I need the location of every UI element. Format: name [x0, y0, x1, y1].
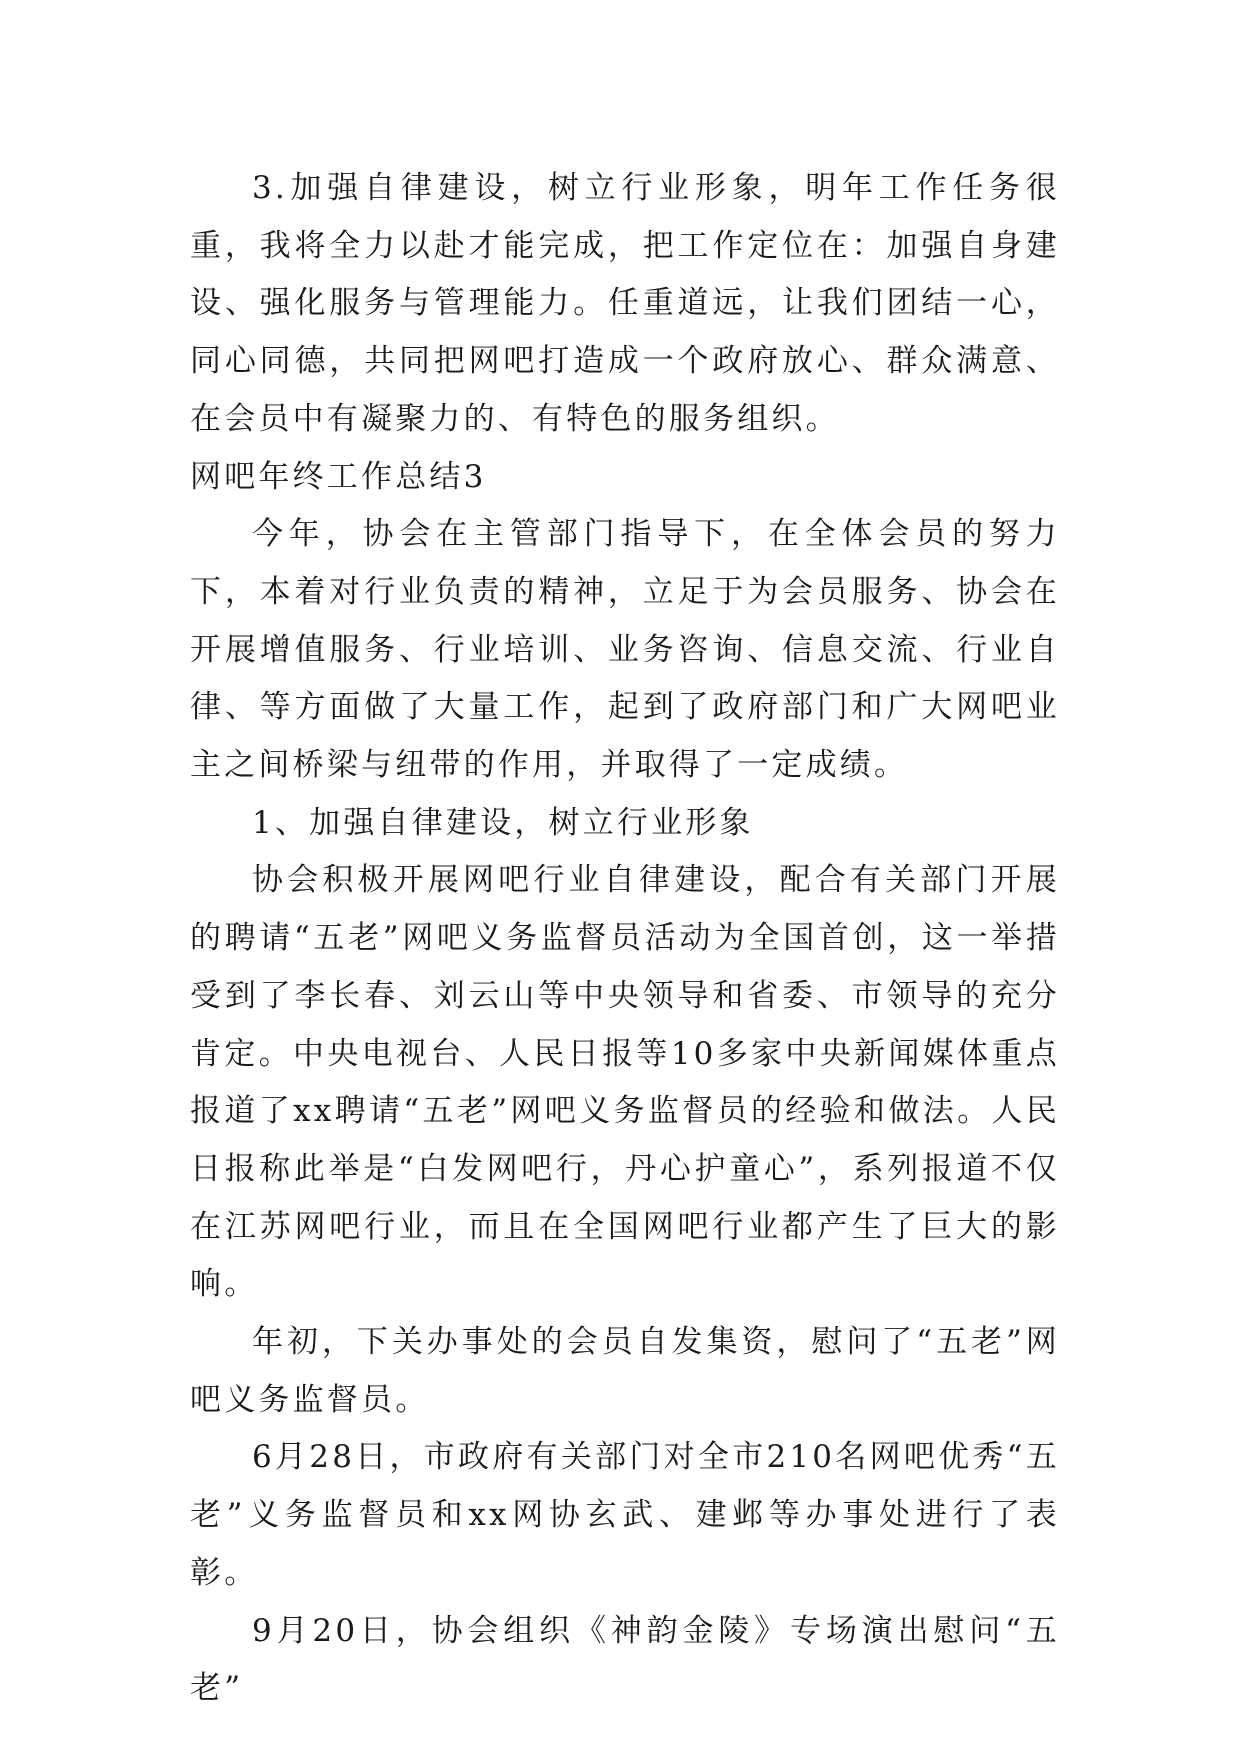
paragraph-june-commendation: 6月28日，市政府有关部门对全市210名网吧优秀“五老”义务监督员和xx网协玄武、建邺等办事处进行了表彰。	[190, 1439, 1060, 1591]
subheading-self-discipline: 1、加强自律建设，树立行业形象	[252, 804, 754, 841]
paragraph-five-elders-supervisors: 协会积极开展网吧行业自律建设，配合有关部门开展的聘请“五老”网吧义务监督员活动为全国首创，这一举措受到了李长春、刘云山等中央领导和省委、市领导的充分肯定。中央电视台、人民日报等10多家中央新闻媒体重点报道了xx聘请“五老”网吧义务监督员的经验和做法。人民日报称此举是“白发网吧行，丹心护童心”，系列报道不仅在江苏网吧行业，而且在全国网吧行业都产生了巨大的影响。	[190, 862, 1060, 1303]
document-page	[190, 160, 1060, 1718]
paragraph-september-performance: 9月20日，协会组织《神韵金陵》专场演出慰问“五老”	[190, 1612, 1060, 1707]
section-title: 网吧年终工作总结3	[190, 458, 487, 495]
paragraph-intro: 今年，协会在主管部门指导下，在全体会员的努力下，本着对行业负责的精神，立足于为会员服务、协会在开展增值服务、行业培训、业务咨询、信息交流、行业自律、等方面做了大量工作，起到了政府部门和广大网吧业主之间桥梁与纽带的作用，并取得了一定成绩。	[190, 516, 1060, 784]
paragraph-new-year-visit: 年初，下关办事处的会员自发集资，慰问了“五老”网吧义务监督员。	[190, 1324, 1060, 1418]
paragraph-self-discipline-plan: 3.加强自律建设，树立行业形象，明年工作任务很重，我将全力以赴才能完成，把工作定位在：加强自身建设、强化服务与管理能力。任重道远，让我们团结一心，同心同德，共同把网吧打造成一个政府放心、群众满意、在会员中有凝聚力的、有特色的服务组织。	[190, 170, 1060, 437]
